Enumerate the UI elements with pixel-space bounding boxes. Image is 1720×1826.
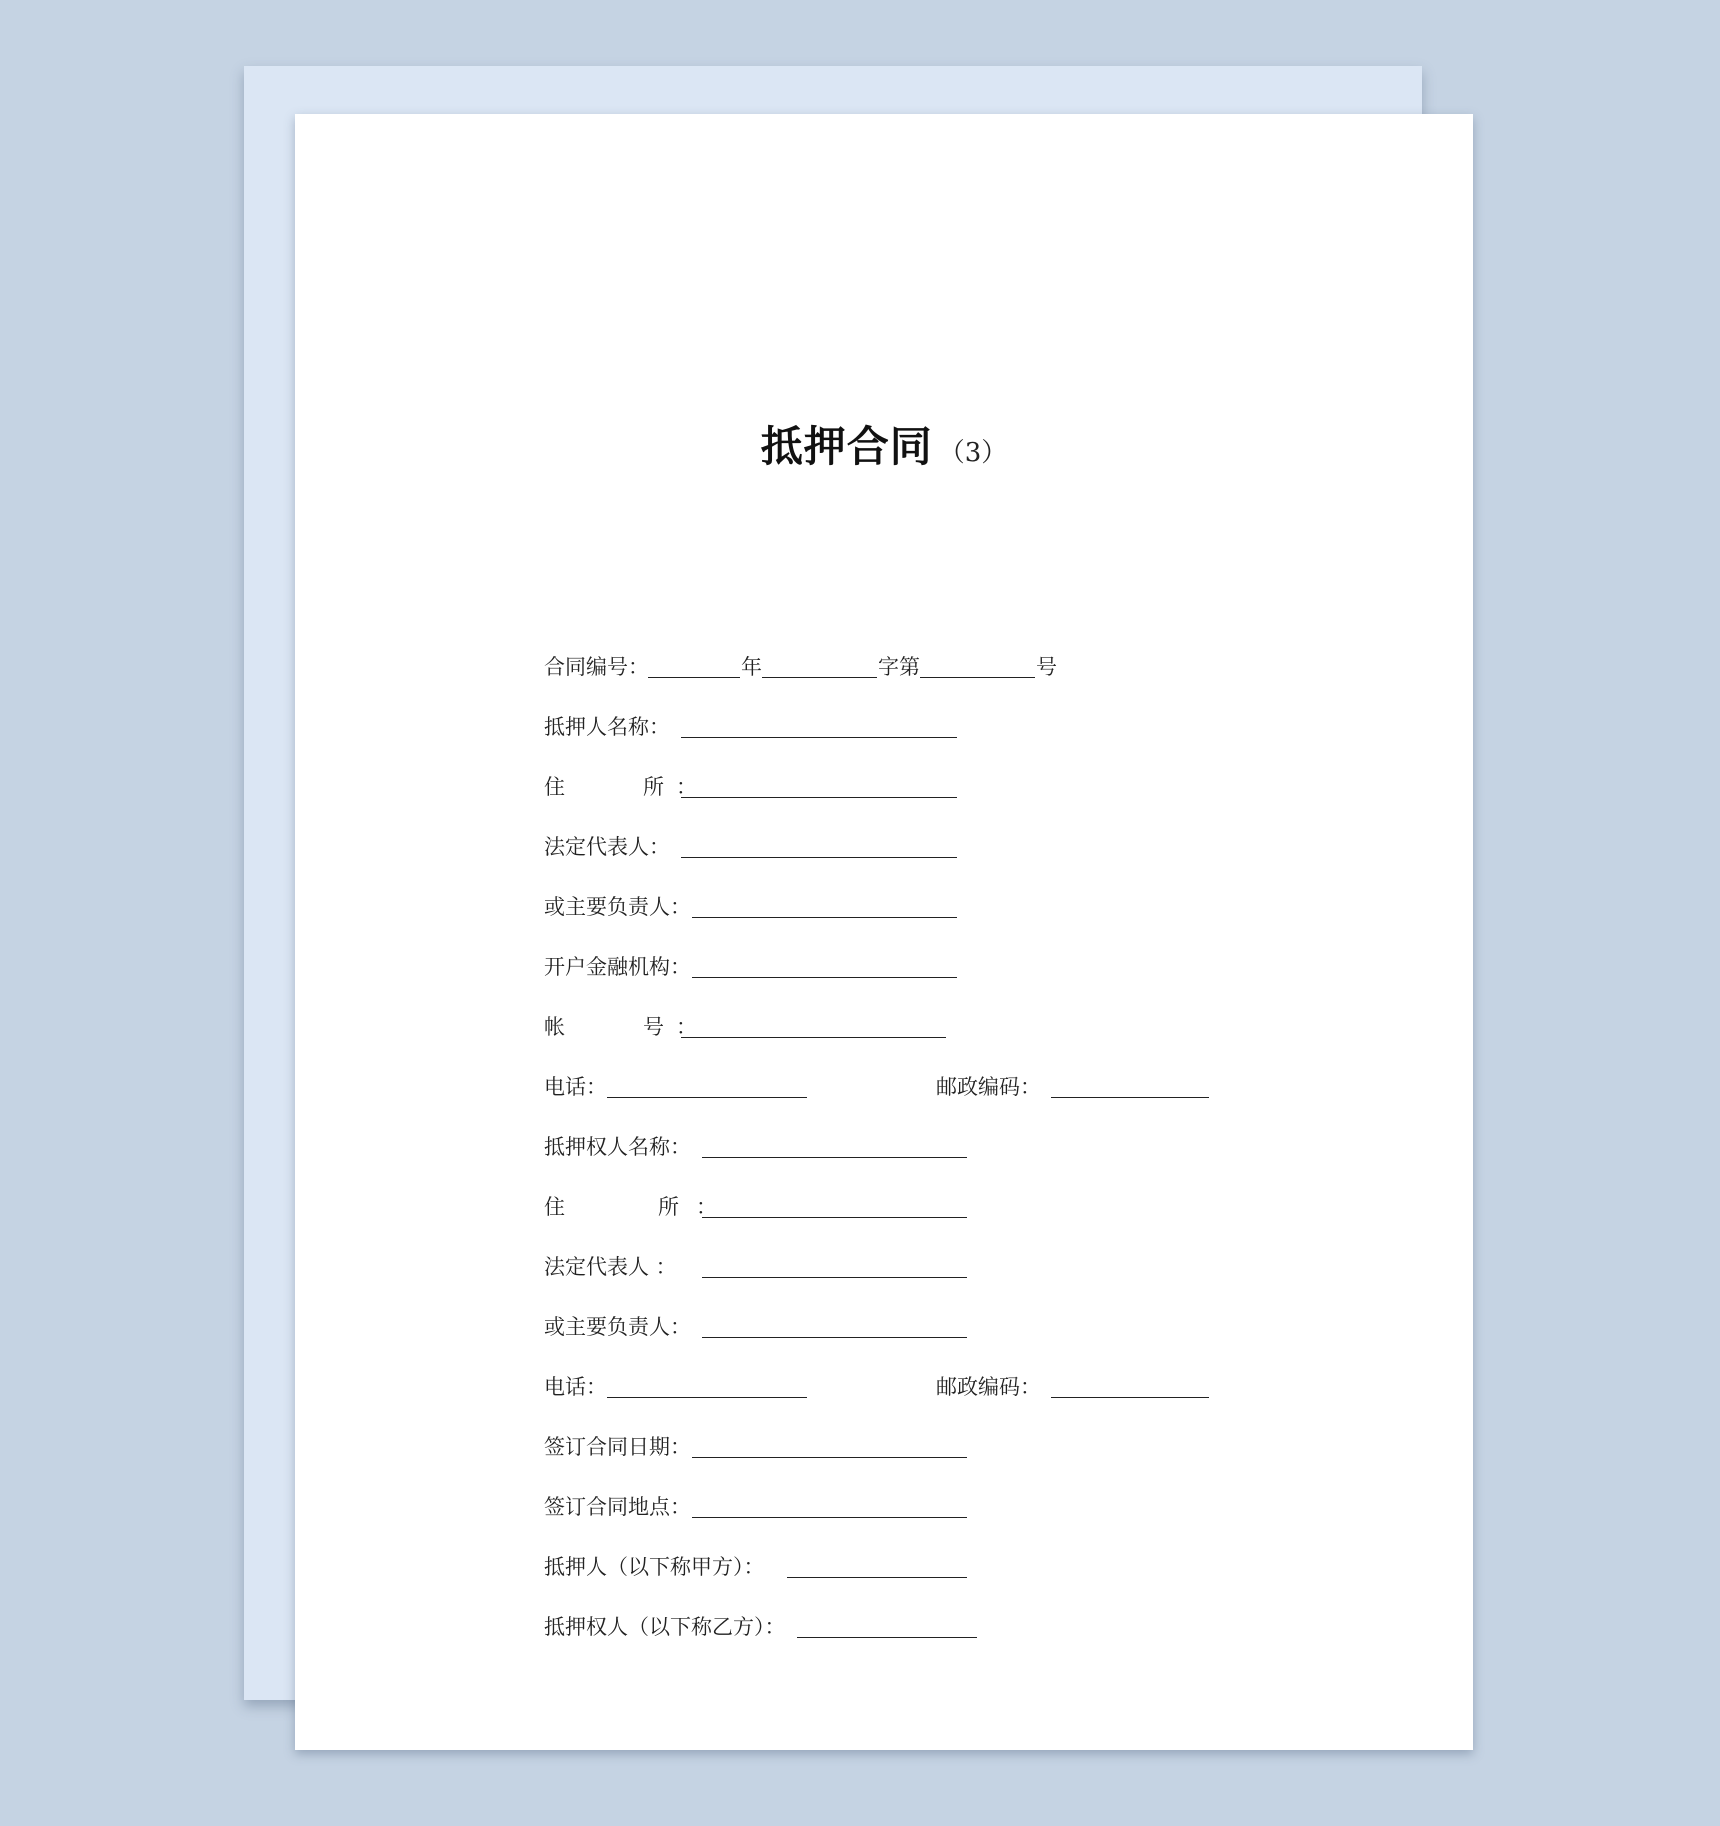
mortgagor-contact-row <box>544 1067 1244 1107</box>
mortgagor-postcode-field[interactable] <box>1051 1097 1209 1098</box>
signing-date-row <box>544 1427 1044 1467</box>
mortgagor-legal-rep-field[interactable] <box>681 857 957 858</box>
mortgagee-name-field[interactable] <box>702 1157 967 1158</box>
contract-number-year-field[interactable] <box>648 677 740 678</box>
mortgagee-phone-label: 电话： <box>544 1375 607 1399</box>
mortgagor-address-field[interactable] <box>681 797 957 798</box>
signing-place-row <box>544 1487 1044 1527</box>
zi-di-label: 字第 <box>878 655 920 679</box>
title-suffix: （3） <box>938 438 1008 468</box>
title-main: 抵押合同 <box>760 422 933 471</box>
mortgagor-principal-label: 或主要负责人： <box>544 895 691 919</box>
mortgagee-postcode-label: 邮政编码： <box>936 1375 1041 1399</box>
mortgagor-postcode-label: 邮政编码： <box>936 1075 1041 1099</box>
mortgagee-name-row <box>544 1127 1044 1167</box>
mortgagee-address-label: 住 所： <box>544 1195 734 1219</box>
contract-number-prefix-field[interactable] <box>762 677 877 678</box>
mortgagor-account-label: 帐 号： <box>544 1015 709 1039</box>
mortgagor-bank-field[interactable] <box>692 977 957 978</box>
contract-page <box>295 114 1473 1750</box>
mortgagor-address-label: 住 所： <box>544 775 709 799</box>
year-label: 年 <box>741 655 762 679</box>
mortgagee-legal-rep-label: 法定代表人 ： <box>544 1255 677 1279</box>
mortgagee-address-row <box>544 1187 1044 1227</box>
mortgagor-phone-field[interactable] <box>607 1097 807 1098</box>
mortgagee-phone-field[interactable] <box>607 1397 807 1398</box>
party-b-label: 抵押权人（以下称乙方）： <box>544 1615 786 1639</box>
party-b-row <box>544 1607 1044 1647</box>
party-a-label: 抵押人（以下称甲方）： <box>544 1555 765 1579</box>
mortgagor-address-row <box>544 767 1044 807</box>
mortgagor-name-field[interactable] <box>681 737 957 738</box>
signing-place-label: 签订合同地点： <box>544 1495 691 1519</box>
page-title <box>295 414 1473 474</box>
mortgagee-name-label: 抵押权人名称： <box>544 1135 691 1159</box>
mortgagor-principal-field[interactable] <box>692 917 957 918</box>
signing-date-field[interactable] <box>692 1457 967 1458</box>
party-a-row <box>544 1547 1044 1587</box>
mortgagor-bank-row <box>544 947 1044 987</box>
mortgagee-contact-row <box>544 1367 1244 1407</box>
party-b-field[interactable] <box>797 1637 977 1638</box>
mortgagee-postcode-field[interactable] <box>1051 1397 1209 1398</box>
mortgagee-principal-field[interactable] <box>702 1337 967 1338</box>
mortgagee-legal-rep-field[interactable] <box>702 1277 967 1278</box>
mortgagor-account-field[interactable] <box>681 1037 946 1038</box>
hao-label: 号 <box>1036 655 1057 679</box>
mortgagor-bank-label: 开户金融机构： <box>544 955 691 979</box>
mortgagee-address-field[interactable] <box>702 1217 967 1218</box>
contract-number-row <box>544 647 1144 687</box>
mortgagor-account-row <box>544 1007 1044 1047</box>
contract-number-label: 合同编号： <box>544 655 649 679</box>
mortgagor-legal-rep-row <box>544 827 1044 867</box>
mortgagee-principal-row <box>544 1307 1044 1347</box>
mortgagee-principal-label: 或主要负责人： <box>544 1315 691 1339</box>
contract-number-serial-field[interactable] <box>920 677 1035 678</box>
mortgagor-legal-rep-label: 法定代表人： <box>544 835 670 859</box>
party-a-field[interactable] <box>787 1577 967 1578</box>
mortgagor-principal-row <box>544 887 1044 927</box>
mortgagee-legal-rep-row <box>544 1247 1044 1287</box>
mortgagor-name-row <box>544 707 1044 747</box>
signing-place-field[interactable] <box>692 1517 967 1518</box>
signing-date-label: 签订合同日期： <box>544 1435 691 1459</box>
mortgagor-name-label: 抵押人名称： <box>544 715 670 739</box>
mortgagor-phone-label: 电话： <box>544 1075 607 1099</box>
